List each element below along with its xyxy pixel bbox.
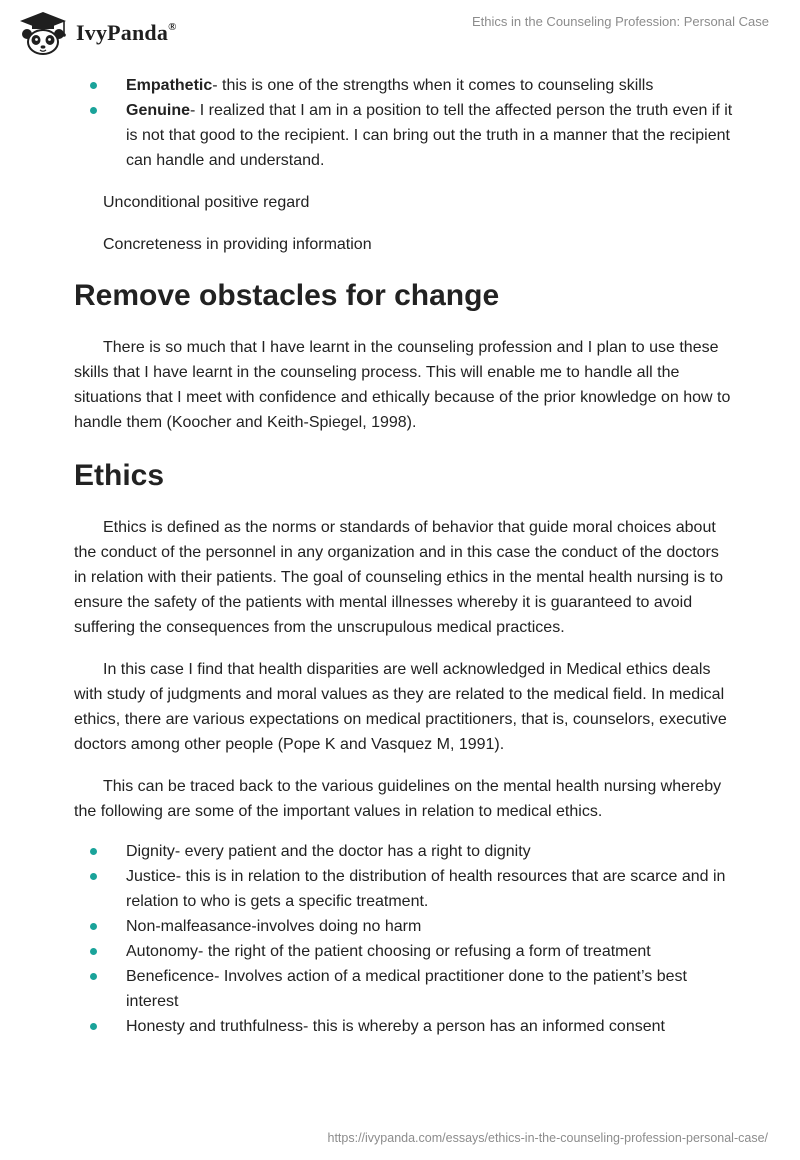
paragraph: This can be traced back to the various guidelines on the mental health nursing whereby the following are some of the important values in relation to medical ethics. xyxy=(74,778,722,820)
section-heading: Ethics xyxy=(74,459,165,492)
list-item: Empathetic- this is one of the strengths when it comes to counseling skills xyxy=(74,73,734,98)
paragraph: There is so much that I have learnt in the counseling profession and I plan to use these skills that I have learnt in the counseling process. This will enable me to handle all the situations that I meet with confidence and ethically because of the prior knowledge on how to handle them (Koocher and Keith-Spiegel, 1998). xyxy=(74,339,731,431)
bullet-icon xyxy=(90,948,97,955)
bullet-icon xyxy=(90,873,97,880)
document-title: Ethics in the Counseling Profession: Personal Case xyxy=(472,14,769,29)
paragraph: Ethics is defined as the norms or standards of behavior that guide moral choices about the conduct of the personnel in any organization and in this case the conduct of the doctors in relation with their patients. The goal of counseling ethics in the mental health nursing is to ensure the safety of the patients with mental illnesses whereby it is guaranteed to avoid suffering the consequences from the unscrupulous medical practices. xyxy=(74,519,723,636)
list-item: Genuine- I realized that I am in a position to tell the affected person the truth even if it is not that good to the recipient. I can bring out the truth in a manner that the recipient can handle and understand. xyxy=(74,98,734,173)
bullet-icon xyxy=(90,973,97,980)
ivypanda-logo[interactable] xyxy=(14,8,214,58)
bullet-icon xyxy=(90,82,97,89)
section-heading: Remove obstacles for change xyxy=(74,279,500,312)
bullet-icon xyxy=(90,848,97,855)
bullet-icon xyxy=(90,1023,97,1030)
bullet-icon xyxy=(90,107,97,114)
list-item: Justice- this is in relation to the distribution of health resources that are scarce and in relation to who is gets a specific treatment. xyxy=(74,864,734,914)
list-item: Autonomy- the right of the patient choosing or refusing a form of treatment xyxy=(74,939,734,964)
values-list xyxy=(74,839,734,1039)
article-body xyxy=(74,70,734,1039)
bullet-icon xyxy=(90,923,97,930)
list-item: Beneficence- Involves action of a medical practitioner done to the patient’s best interest xyxy=(74,964,734,1014)
page-header xyxy=(0,0,800,70)
list-item: Non-malfeasance-involves doing no harm xyxy=(74,914,734,939)
plain-item: Unconditional positive regard xyxy=(103,194,310,211)
plain-item: Concreteness in providing information xyxy=(103,236,372,253)
list-item: Honesty and truthfulness- this is whereby a person has an informed consent xyxy=(74,1014,734,1039)
panda-graduate-icon xyxy=(14,10,72,56)
source-url[interactable]: https://ivypanda.com/essays/ethics-in-the-counseling-profession-personal-case/ xyxy=(327,1131,768,1145)
list-item: Dignity- every patient and the doctor has a right to dignity xyxy=(74,839,734,864)
skills-list xyxy=(74,73,734,173)
brand-name: IvyPanda® xyxy=(76,20,177,45)
paragraph: In this case I find that health disparities are well acknowledged in Medical ethics deals with study of judgments and moral values as they are related to the medical field. In medical ethics, there are various expectations on medical practitioners, that is, counselors, executive doctors among other people (Pope K and Vasquez M, 1991). xyxy=(74,661,727,753)
